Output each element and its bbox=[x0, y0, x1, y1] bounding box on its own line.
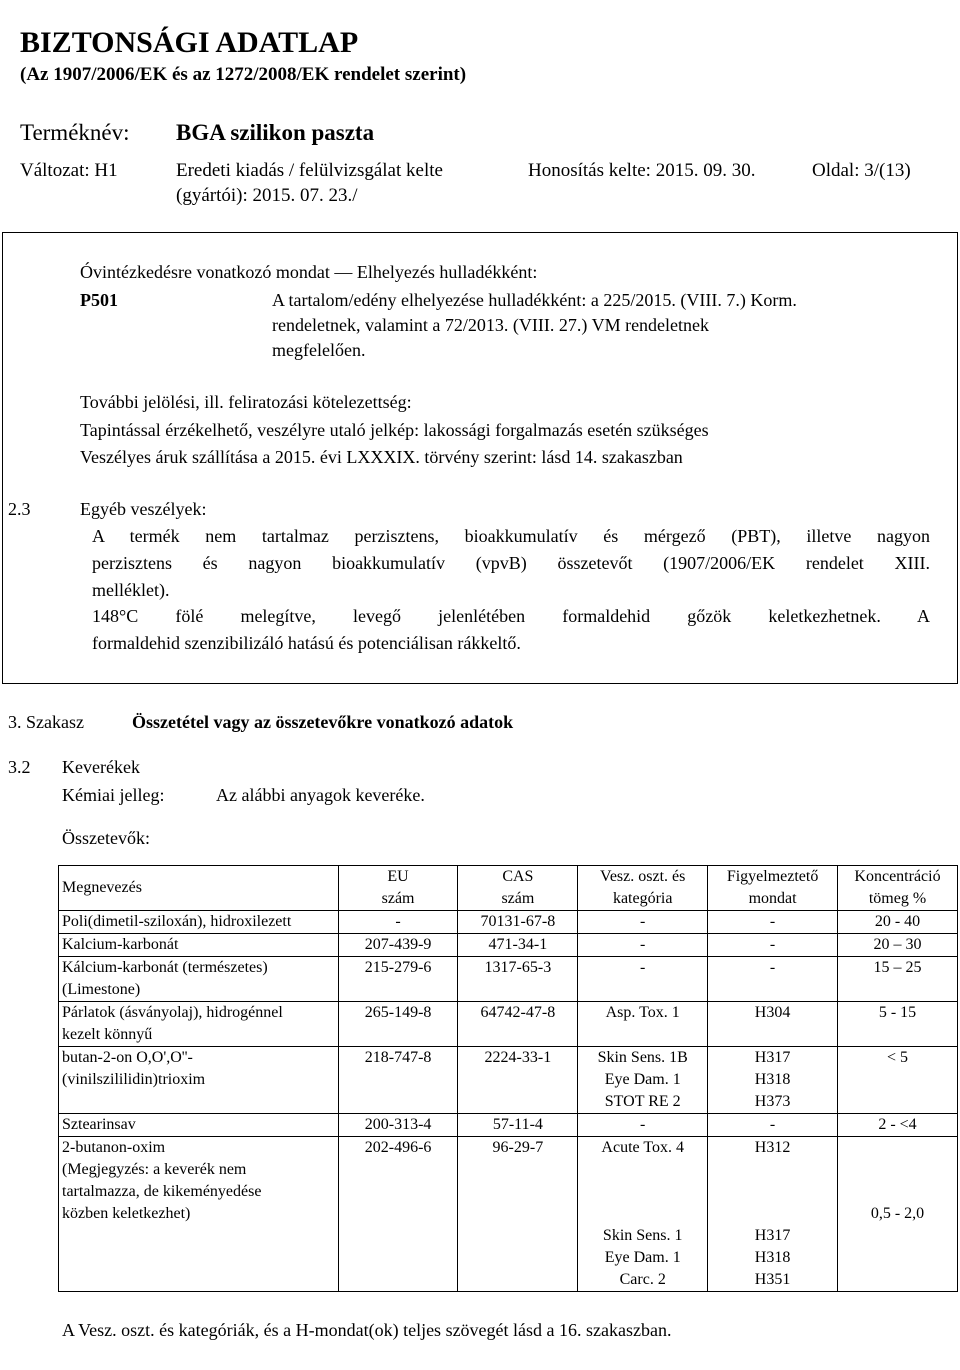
version: Változat: H1 bbox=[20, 160, 118, 181]
other-hazards-line: melléklet). bbox=[92, 580, 170, 600]
components-table bbox=[58, 865, 958, 1292]
chemical-nature-value: Az alábbi anyagok keveréke. bbox=[216, 785, 425, 805]
cell-concentration: < 5 bbox=[838, 1047, 958, 1114]
header-concentration: Koncentráció tömeg % bbox=[838, 866, 958, 911]
components-label: Összetevők: bbox=[62, 828, 150, 848]
cell-concentration: 0,5 - 2,0 bbox=[838, 1137, 958, 1292]
table-row bbox=[59, 957, 958, 1002]
document-subtitle: (Az 1907/2006/EK és az 1272/2008/EK rendelet szerint) bbox=[20, 64, 467, 85]
table-header-row bbox=[59, 866, 958, 911]
subsection-number: 3.2 bbox=[8, 757, 31, 777]
cell-h-statement: - bbox=[708, 934, 838, 957]
header-name: Megnevezés bbox=[59, 866, 339, 911]
cell-hazard-class: Skin Sens. 1B Eye Dam. 1 STOT RE 2 bbox=[578, 1047, 708, 1114]
table-footnote: A Vesz. oszt. és kategóriák, és a H-mondat(ok) teljes szövegét lásd a 16. szakaszban. bbox=[62, 1320, 672, 1340]
cell-hazard-class: Asp. Tox. 1 bbox=[578, 1002, 708, 1047]
product-label: Terméknév: bbox=[20, 120, 130, 145]
subsection-title: Keverékek bbox=[62, 757, 140, 777]
cell-hazard-class: Acute Tox. 4 Skin Sens. 1 Eye Dam. 1 Carc. 2 bbox=[578, 1137, 708, 1292]
cell-hazard-class: - bbox=[578, 1114, 708, 1137]
cell-eu-number: 215-279-6 bbox=[338, 957, 458, 1002]
chemical-nature-label: Kémiai jelleg: bbox=[62, 785, 165, 805]
cell-cas-number: 471-34-1 bbox=[458, 934, 578, 957]
cell-h-statement: - bbox=[708, 957, 838, 1002]
cell-eu-number: 200-313-4 bbox=[338, 1114, 458, 1137]
labeling-line: Veszélyes áruk szállítása a 2015. évi LXXXIX. törvény szerint: lásd 14. szakaszban bbox=[80, 447, 683, 467]
cell-cas-number: 96-29-7 bbox=[458, 1137, 578, 1292]
cell-concentration: 20 – 30 bbox=[838, 934, 958, 957]
cell-eu-number: - bbox=[338, 911, 458, 934]
cell-name: Párlatok (ásványolaj), hidrogénnel kezelt könnyű bbox=[59, 1002, 339, 1047]
cell-cas-number: 2224-33-1 bbox=[458, 1047, 578, 1114]
table-row bbox=[59, 1002, 958, 1047]
table-row bbox=[59, 1114, 958, 1137]
cell-eu-number: 202-496-6 bbox=[338, 1137, 458, 1292]
other-hazards-line: perzisztens és nagyon bioakkumulatív (vpvB) összetevőt (1907/2006/EK rendelet XIII. bbox=[92, 553, 930, 573]
labeling-line: Tapintással érzékelhető, veszélyre utaló jelkép: lakossági forgalmazás esetén szükséges bbox=[80, 420, 709, 440]
cell-eu-number: 218-747-8 bbox=[338, 1047, 458, 1114]
table-row bbox=[59, 934, 958, 957]
header-cas: CAS szám bbox=[458, 866, 578, 911]
other-hazards-title: Egyéb veszélyek: bbox=[80, 499, 207, 519]
cell-h-statement: H312 H317 H318 H351 bbox=[708, 1137, 838, 1292]
cell-name: butan-2-on O,O',O''- (vinilszililidin)trioxim bbox=[59, 1047, 339, 1114]
p501-line: rendeletnek, valamint a 72/2013. (VIII. 27.) VM rendeletnek bbox=[272, 315, 710, 335]
homologation-date: Honosítás kelte: 2015. 09. 30. bbox=[528, 160, 756, 181]
p501-line: megfelelően. bbox=[272, 340, 366, 360]
section3-label: 3. Szakasz bbox=[8, 712, 84, 732]
cell-name: Poli(dimetil-sziloxán), hidroxilezett bbox=[59, 911, 339, 934]
cell-hazard-class: - bbox=[578, 957, 708, 1002]
issue-date-line1: Eredeti kiadás / felülvizsgálat kelte bbox=[176, 160, 443, 181]
page-number: Oldal: 3/(13) bbox=[812, 160, 911, 181]
cell-concentration: 2 - <4 bbox=[838, 1114, 958, 1137]
p501-code: P501 bbox=[80, 290, 118, 310]
cell-name: 2-butanon-oxim (Megjegyzés: a keverék nem tartalmazza, de kikeményedése közben keletkezhet) bbox=[59, 1137, 339, 1292]
other-hazards-number: 2.3 bbox=[8, 499, 31, 519]
disposal-heading: Óvintézkedésre vonatkozó mondat — Elhelyezés hulladékként: bbox=[80, 262, 538, 282]
cell-cas-number: 70131-67-8 bbox=[458, 911, 578, 934]
issue-date-line2: (gyártói): 2015. 07. 23./ bbox=[176, 185, 358, 206]
section3-title: Összetétel vagy az összetevőkre vonatkozó adatok bbox=[132, 712, 514, 732]
table-row bbox=[59, 1047, 958, 1114]
cell-h-statement: H317 H318 H373 bbox=[708, 1047, 838, 1114]
product-name: BGA szilikon paszta bbox=[176, 120, 375, 145]
cell-concentration: 15 – 25 bbox=[838, 957, 958, 1002]
cell-hazard-class: - bbox=[578, 934, 708, 957]
labeling-heading: További jelölési, ill. feliratozási kötelezettség: bbox=[80, 392, 412, 412]
cell-cas-number: 57-11-4 bbox=[458, 1114, 578, 1137]
other-hazards-line: 148°C fölé melegítve, levegő jelenlétében formaldehid gőzök keletkezhetnek. A bbox=[92, 606, 930, 626]
cell-eu-number: 265-149-8 bbox=[338, 1002, 458, 1047]
document-title: BIZTONSÁGI ADATLAP bbox=[20, 26, 359, 59]
cell-concentration: 5 - 15 bbox=[838, 1002, 958, 1047]
header-eu: EU szám bbox=[338, 866, 458, 911]
header-hazard-class: Vesz. oszt. és kategória bbox=[578, 866, 708, 911]
header-h-statement: Figyelmeztető mondat bbox=[708, 866, 838, 911]
cell-name: Kalcium-karbonát bbox=[59, 934, 339, 957]
p501-line: A tartalom/edény elhelyezése hulladékként: a 225/2015. (VIII. 7.) Korm. bbox=[272, 290, 797, 310]
cell-h-statement: - bbox=[708, 1114, 838, 1137]
cell-name: Sztearinsav bbox=[59, 1114, 339, 1137]
other-hazards-line: A termék nem tartalmaz perzisztens, bioakkumulatív és mérgező (PBT), illetve nagyon bbox=[92, 526, 930, 546]
other-hazards-line: formaldehid szenzibilizáló hatású és potenciálisan rákkeltő. bbox=[92, 633, 521, 653]
cell-h-statement: H304 bbox=[708, 1002, 838, 1047]
cell-cas-number: 64742-47-8 bbox=[458, 1002, 578, 1047]
table-row bbox=[59, 911, 958, 934]
cell-hazard-class: - bbox=[578, 911, 708, 934]
cell-name: Kálcium-karbonát (természetes) (Limestone) bbox=[59, 957, 339, 1002]
table-row bbox=[59, 1137, 958, 1292]
cell-eu-number: 207-439-9 bbox=[338, 934, 458, 957]
cell-h-statement: - bbox=[708, 911, 838, 934]
cell-concentration: 20 - 40 bbox=[838, 911, 958, 934]
cell-cas-number: 1317-65-3 bbox=[458, 957, 578, 1002]
